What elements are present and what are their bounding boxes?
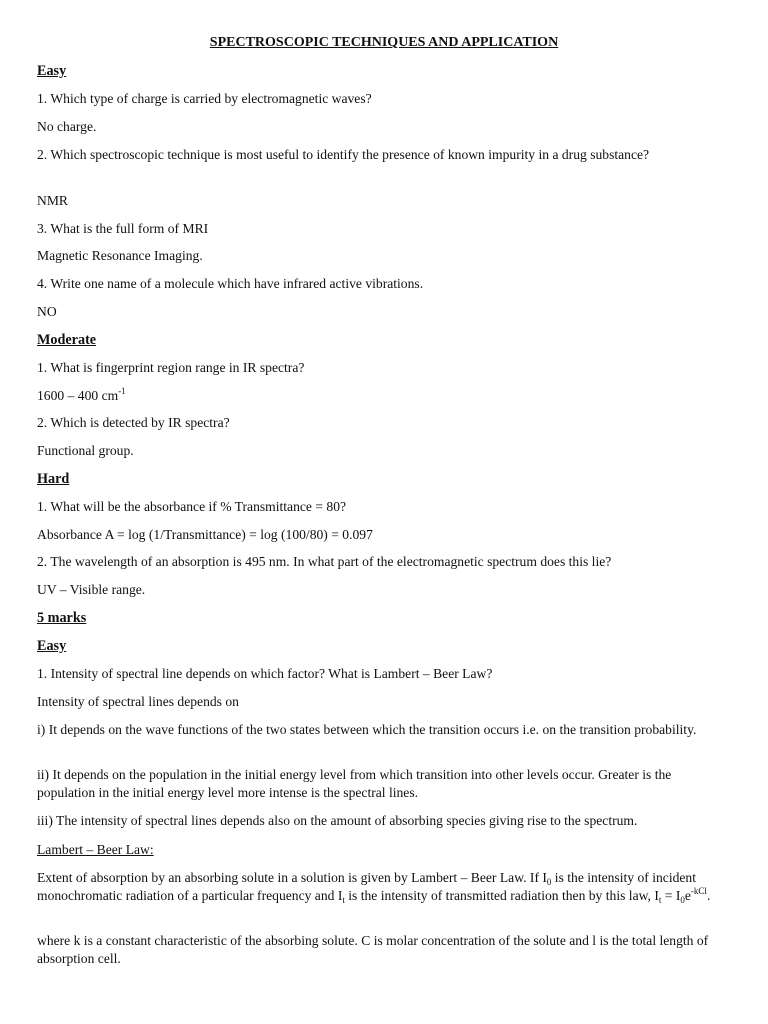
question-easy-1: 1. Which type of charge is carried by electromagnetic waves? (37, 91, 372, 106)
lambert-beer-heading: Lambert – Beer Law: (37, 842, 154, 857)
question-moderate-1: 1. What is fingerprint region range in IR spectra? (37, 360, 305, 375)
section-heading-moderate: Moderate (37, 332, 97, 348)
answer-point-3: iii) The intensity of spectral lines depends also on the amount of absorbing species giving rise to the spectrum. (37, 813, 638, 828)
answer-hard-1: Absorbance A = log (1/Transmittance) = log (100/80) = 0.097 (37, 527, 373, 542)
answer-moderate-2: Functional group. (37, 443, 134, 458)
lambert-beer-explanation: where k is a constant characteristic of the absorbing solute. C is molar concentration of the solute and l is the total length of absorption cell. (37, 933, 709, 966)
lambert-beer-paragraph: Extent of absorption by an absorbing solute in a solution is given by Lambert – Beer Law. If $I_0$ is the intensity of incident monochromatic radiation of a particular frequency and $I_t$ is the intensity of transmitted radiation then by this law, $I_t = I_0e^{-kCl}$. (37, 870, 711, 905)
section-heading-easy: Easy (37, 63, 67, 79)
answer-hard-2: UV – Visible range. (37, 582, 146, 597)
section-heading-hard: Hard (37, 471, 70, 487)
document-title: SPECTROSCOPIC TECHNIQUES AND APPLICATION (209, 35, 559, 50)
question-hard-2: 2. The wavelength of an absorption is 495 nm. In what part of the electromagnetic spectrum does this lie? (37, 554, 612, 569)
answer-easy-3: Magnetic Resonance Imaging. (37, 248, 203, 263)
answer-easy-1: No charge. (37, 119, 97, 134)
question-easy-3: 3. What is the full form of MRI (37, 221, 209, 236)
question-hard-1: 1. What will be the absorbance if % Transmittance = 80? (37, 499, 347, 514)
question-5m-easy-1: 1. Intensity of spectral line depends on which factor? What is Lambert – Beer Law? (37, 666, 493, 681)
section-heading-5-marks: 5 marks (37, 610, 87, 626)
answer-moderate-1: 1600 – 400 $cm^{-1}$ (37, 386, 126, 403)
answer-easy-2: NMR (37, 193, 68, 208)
answer-point-1: i) It depends on the wave functions of the two states between which the transition occurs i.e. on the transition probability. (37, 722, 697, 737)
answer-easy-4: NO (37, 304, 57, 319)
answer-intro: Intensity of spectral lines depends on (37, 694, 239, 709)
question-easy-2: 2. Which spectroscopic technique is most useful to identify the presence of known impurity in a drug substance? (37, 147, 650, 162)
question-easy-4: 4. Write one name of a molecule which have infrared active vibrations. (37, 276, 424, 291)
section-subheading-easy: Easy (37, 638, 67, 654)
question-moderate-2: 2. Which is detected by IR spectra? (37, 415, 230, 430)
answer-point-2: ii) It depends on the population in the initial energy level from which transition into other levels occur. Greater is the population in the initial energy level more intense is the spectral lines. (37, 767, 672, 800)
